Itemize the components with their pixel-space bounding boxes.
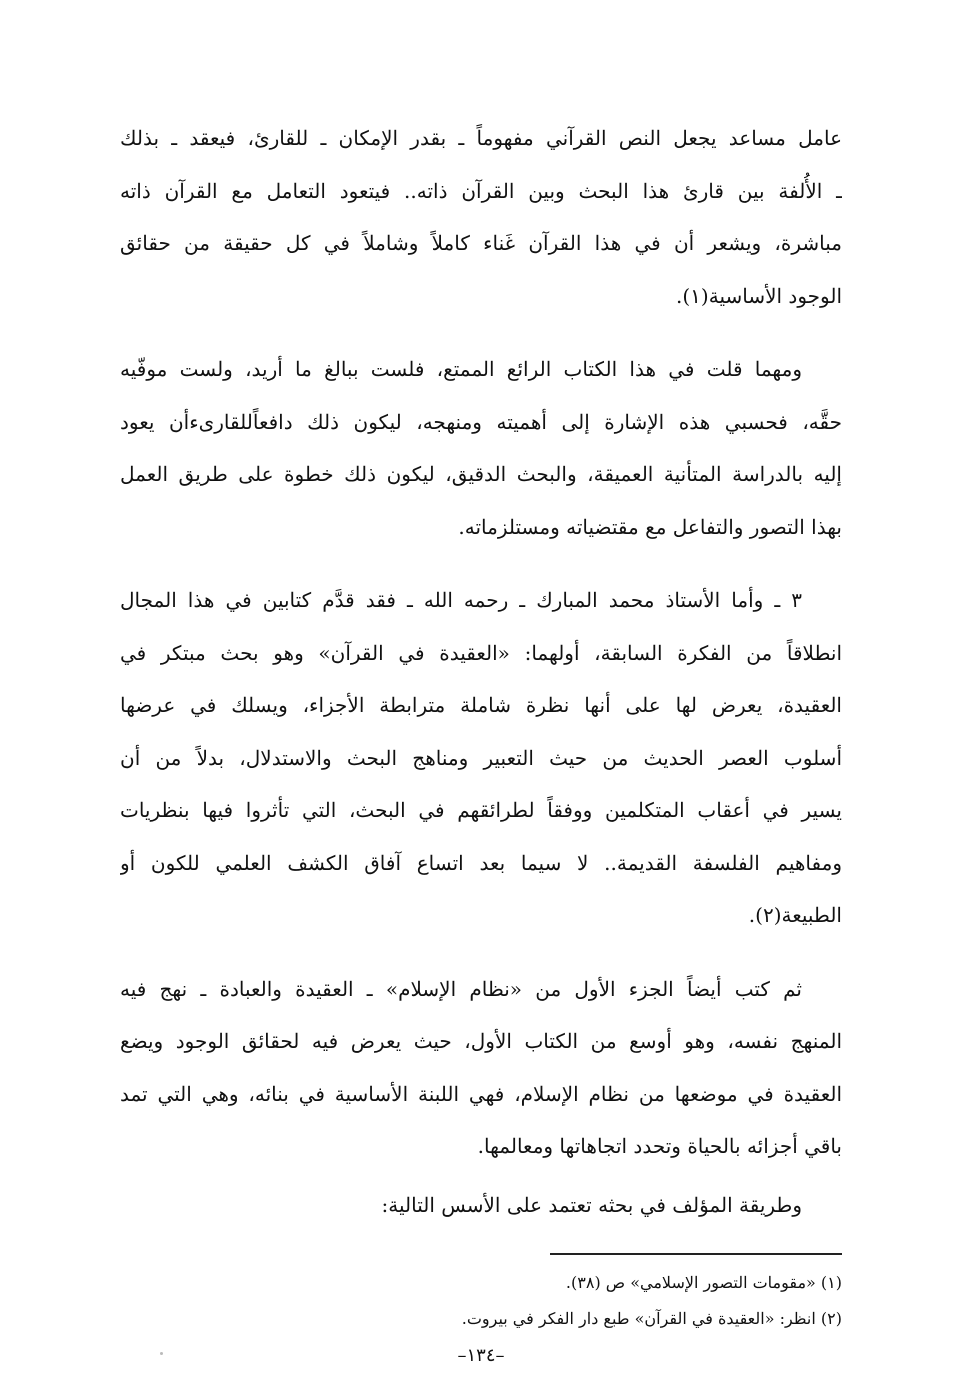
text-line: العقيدة في موضعها من نظام الإسلام، فهي اللبنة الأساسية في بنائه، وهي التي تمد [120, 1081, 842, 1106]
text-line: باقي أجزائه بالحياة وتحدد اتجاهاتها ومعالمها. [477, 1134, 842, 1158]
footnote-divider [550, 1253, 842, 1255]
text-line: ٣ ـ وأما الأستاذ محمد المبارك ـ رحمه الله ـ فقد قدَّم كتابين في هذا المجال [120, 588, 802, 612]
text-line: بهذا التصور والتفاعل مع مقتضياته ومستلزماته. [458, 514, 842, 539]
paragraph-4 [120, 963, 842, 1173]
page-number: –١٣٤– [457, 1345, 505, 1366]
text-line: وطريقة المؤلف في بحثه تعتمد على الأسس التالية: [381, 1192, 802, 1217]
text-line: ومهما قلت في هذا الكتاب الرائع الممتع، فلست ببالغ ما أريد، ولست موفّيه [120, 357, 802, 381]
paragraph-2 [120, 343, 842, 553]
text-line: الوجود الأساسية(١). [676, 283, 842, 308]
text-line: انطلاقاً من الفكرة السابقة، أولهما: «العقيدة في القرآن» وهو بحث مبتكر في [120, 640, 842, 665]
text-line: الطبيعة(٢). [748, 903, 842, 927]
book-page [120, 112, 842, 1391]
text-line: العقيدة، يعرض لها على أنها نظرة شاملة مترابطة الأجزاء، ويسلك في عرضها [120, 693, 842, 717]
paragraph-3 [120, 574, 842, 942]
text-line: حقَّه، فحسبي هذه الإشارة إلى أهميته ومنهجه، ليكون ذلك دافعاًللقارىءأن يعود [120, 409, 842, 434]
text-line: أسلوب العصر الحديث من حيث التعبير ومناهج البحث والاستدلال، بدلاً من أن [120, 745, 842, 770]
footnote-1: (١) «مقومات التصور الإسلامي» ص (٣٨). [565, 1273, 842, 1292]
text-line: يسير في أعقاب المتكلمين ووفقاً لطرائقهم في البحث، التي تأثروا فيها بنظريات [120, 798, 842, 822]
text-line: ومفاهيم الفلسفة القديمة.. لا سيما بعد اتساع آفاق الكشف العلمي للكون أو [120, 850, 842, 875]
text-line: ثم كتب أيضاً الجزء الأول من «نظام الإسلام» ـ العقيدة والعبادة ـ نهج فيه [120, 976, 802, 1001]
paragraph-1 [120, 112, 842, 322]
paragraph-5 [120, 1179, 842, 1232]
footnotes [120, 1265, 842, 1337]
scan-speck [160, 1352, 163, 1355]
text-line: المنهج نفسه، وهو أوسع من الكتاب الأول، حيث يعرض فيه لحقائق الوجود ويضع [120, 1029, 842, 1053]
text-line: ـ الأُلفة بين قارئ هذا البحث وبين القرآن ذاته.. فيتعود التعامل مع القرآن ذاته [120, 178, 842, 203]
text-line: عامل مساعد يجعل النص القرآني مفهوماً ـ بقدر الإمكان ـ للقارئ، فيعقد ـ بذلك [120, 126, 842, 150]
text-line: مباشرة، ويشعر أن في هذا القرآن غَناء كاملاً وشاملاً في كل حقيقة من حقائق [120, 231, 842, 255]
text-line: إليه بالدراسة المتأنية العميقة، والبحث الدقيق، ليكون ذلك خطوة على طريق العمل [120, 462, 842, 486]
footnote-2: (٢) انظر: «العقيدة في القرآن» طبع دار الفكر في بيروت. [461, 1309, 842, 1328]
